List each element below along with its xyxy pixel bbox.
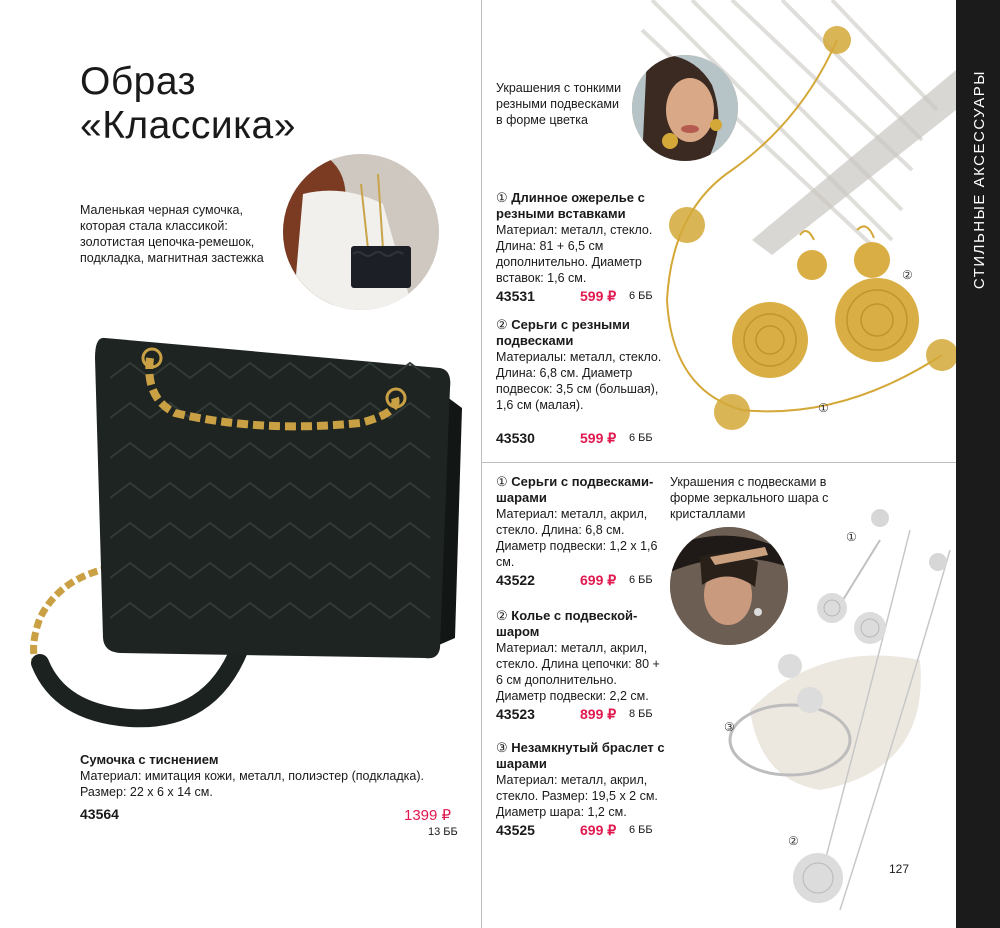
bracelet-name [496,740,666,772]
ball-earrings-price: 699 ₽ [580,572,617,588]
section-divider [481,462,956,463]
bag-product-info [80,752,460,800]
earrings-price: 599 ₽ [580,430,617,446]
woman-hat-photo [670,527,788,645]
photo-marker-2-top: ② [902,268,913,282]
earrings-num: ② [496,317,508,332]
ball-earrings-code: 43522 [496,572,535,588]
necklace-points: 6 ББ [629,290,653,302]
necklace-price: 599 ₽ [580,288,617,304]
pendant-code: 43523 [496,706,535,722]
ball-earrings-item [496,474,666,570]
ball-earrings-points: 6 ББ [629,574,653,586]
woman-with-bag-photo [283,154,439,310]
bag-price: 1399 ₽ [404,807,452,824]
bracelet-num: ③ [496,740,508,755]
ball-earrings-title: Серьги с подвесками-шарами [496,474,654,505]
side-category-band [956,0,1000,928]
ball-earrings-price-row [496,572,666,590]
woman-earrings-photo [632,55,738,161]
page-title [80,60,296,148]
necklace-num: ① [496,190,508,205]
ball-earrings-name [496,474,666,506]
bracelet-code: 43525 [496,822,535,838]
bracelet-title: Незамкнутый браслет с шарами [496,740,665,771]
necklace-code: 43531 [496,288,535,304]
necklace-title: Длинное ожерелье с резными вставками [496,190,645,221]
necklace-name [496,190,666,222]
ball-earrings-num: ① [496,474,508,489]
pendant-price: 899 ₽ [580,706,617,722]
earrings-desc: Материалы: металл, стекло. Длина: 6,8 см. Диаметр подвесок: 3,5 см (большая), 1,6 см (малая). [496,350,662,412]
necklace-item [496,190,666,286]
bag-name: Сумочка с тиснением [80,752,219,767]
earrings-item [496,317,666,413]
pendant-price-row [496,706,666,724]
earrings-code: 43530 [496,430,535,446]
bag-material: Материал: имитация кожи, металл, полиэстер (подкладка). [80,769,424,783]
photo-marker-1-top: ① [818,401,829,415]
bag-product-image [0,318,480,738]
pendant-points: 8 ББ [629,708,653,720]
photo-marker-2-bottom: ② [788,834,799,848]
pendant-desc: Материал: металл, акрил, стекло. Длина цепочки: 80 + 6 см дополнительно. Диаметр подвески: 2,2 см. [496,641,660,703]
earrings-points: 6 ББ [629,432,653,444]
pendant-item [496,608,666,704]
title-line-2: «Классика» [80,104,296,147]
ball-earrings-desc: Материал: металл, акрил, стекло. Длина: 6,8 см. Диаметр подвески: 1,2 х 1,6 см. [496,507,658,569]
earrings-title: Серьги с резными подвесками [496,317,630,348]
necklace-desc: Материал: металл, стекло. Длина: 81 + 6,5 см дополнительно. Диаметр вставок: 1,6 см. [496,223,653,285]
bracelet-points: 6 ББ [629,824,653,836]
photo-marker-3-bottom: ③ [724,720,735,734]
pendant-name [496,608,666,640]
bracelet-desc: Материал: металл, акрил, стекло. Размер: 19,5 х 2 см. Диаметр шара: 1,2 см. [496,773,658,819]
pendant-title: Колье с подвеской-шаром [496,608,638,639]
necklace-price-row [496,288,666,306]
earrings-name [496,317,666,349]
side-category-label: СТИЛЬНЫЕ АКСЕССУАРЫ [971,70,988,290]
bag-intro-text: Маленькая черная сумочка, которая стала классикой: золотистая цепочка-ремешок, подкладка, магнитная застежка [80,203,264,265]
pendant-num: ② [496,608,508,623]
bag-points: 13 ББ [428,826,458,838]
bag-code: 43564 [80,806,119,822]
earrings-price-row [496,430,666,448]
bracelet-item [496,740,666,820]
title-line-1: Образ [80,60,196,103]
photo-marker-1-bottom: ① [846,530,857,544]
bracelet-price: 699 ₽ [580,822,617,838]
bag-size: Размер: 22 х 6 х 14 см. [80,785,213,799]
bracelet-price-row [496,822,666,840]
gold-jewelry-caption: Украшения с тонкими резными подвесками в форме цветка [496,81,622,127]
silver-jewelry-caption: Украшения с подвесками в форме зеркального шара с кристаллами [670,475,829,521]
page-number: 127 [889,862,910,876]
